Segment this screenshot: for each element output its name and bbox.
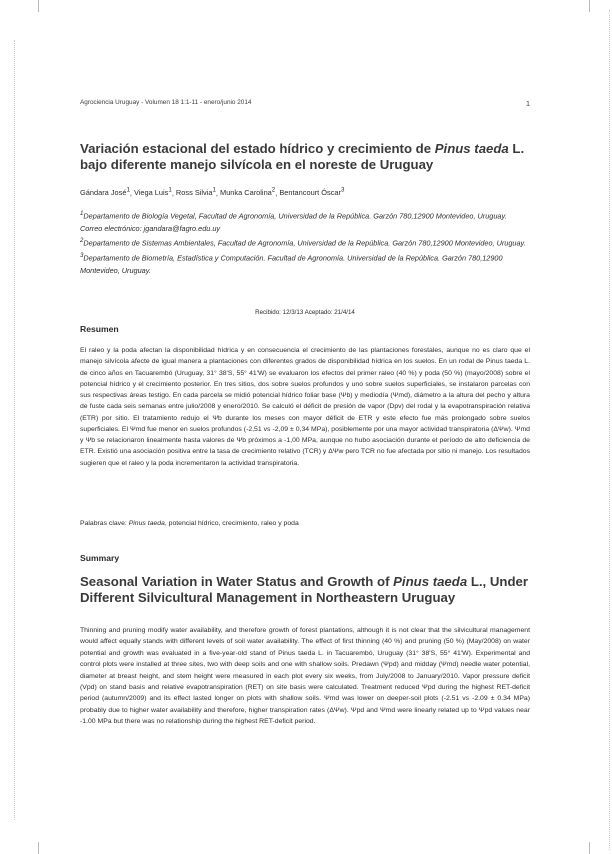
- english-title: Seasonal Variation in Water Status and Growth of Pinus taeda L., Under Different Silvicultural Management in Northeastern Uruguay: [80, 574, 528, 605]
- author: Munka Carolina$^2$: [220, 187, 276, 198]
- received-accepted-dates: Recibido: 12/3/13 Aceptado: 21/4/14: [255, 309, 355, 316]
- summary-text: Thinning and pruning modify water availability, and therefore growth of forest plantations, although it is not clear that the silvicultural management would affect equally stands with different levels of soil water availability. The effect of first thinning (40 %) and pruning (50 %) (May/2008) on water potential and growth was evaluated in a five-year-old stand of Pinus taeda L. in Tacuarembó, Uruguay (31° 38'S, 55° 41'W). Experimental and control plots were installed at three sites, two with deep soils and one with shallow soils. Predawn (Ψpd) and midday (Ψmd) needle water potential, diameter at breast height, and stem height were measured in each plot every six weeks, from July/2008 to January/2010. Vapor pressure deficit (Vpd) on stand basis and relative evapotranspiration (RET) on site basis were calculated. Treatment reduced Ψpd during the highest RET-deficit period (autumn/2009) and its effect lasted longer on plots with shallow soils. Ψmd was lower on deeper-soil plots (-2.51 vs -2.09 ± 0.34 MPa) probably due to higher water availability and therefore, higher transpiration rates (ΔΨw). Ψpd and Ψmd were linearly related up to Ψpd values near -1.00 MPa but there was no relationship during the highest RET-deficit period.: [80, 627, 530, 726]
- title-text: Variación estacional del estado hídrico y crecimiento de: [80, 141, 435, 156]
- keywords-label: Palabras clave:: [80, 520, 127, 527]
- summary-heading: Summary: [80, 553, 120, 563]
- crop-mark-bottom-right: [589, 842, 600, 854]
- author: Gándara José$^1$: [80, 187, 130, 198]
- crop-mark-top-left: [28, 0, 39, 12]
- affiliations: [80, 208, 530, 278]
- title-text-end: L.: [508, 141, 525, 156]
- margin-guide-right: [609, 10, 610, 850]
- resumen-heading: Resumen: [80, 324, 119, 334]
- resumen-text: El raleo y la poda afectan la disponibilidad hídrica y en consecuencia el crecimiento de las plantaciones forestales, aunque no es claro que el manejo silvícola afecte de igual manera a plantaciones con diferentes grados de disponibilidad hídrica en los suelos. En un rodal de Pinus taeda L. de cinco años en Tacuarembó (Uruguay, 31° 38'S, 55° 41'W) se evaluaron los efectos del primer raleo (40 %) y poda (50 %) (mayo/2008) sobre el potencial hídrico y el crecimiento posterior. En tres sitios, dos sobre suelos profundos y uno sobre suelos superficiales, se instalaron parcelas con sus respectivas áreas testigo. En cada parcela se midió potencial hídrico foliar base (Ψb) y mediodía (Ψmd), diámetro a la altura del pecho y altura de fuste cada seis semanas entre julio/2008 y enero/2010. Se calculó el déficit de presión de vapor (Dpv) del rodal y la evapotranspiración relativa (ETR) por sitio. El tratamiento redujo el Ψb durante los meses con mayor déficit de ETR y este efecto fue más prolongado sobre suelos superficiales. El Ψmd fue menor en suelos profundos (-2,51 vs -2,09 ± 0,34 MPa), posiblemente por una mayor actividad transpiratoria (ΔΨw). Ψmd y Ψb se relacionaron linealmente hasta valores de Ψb próximos a -1,00 MPa, aunque no hubo asociación durante el período de alto deficiencia de ETR. Existió una asociación positiva entre la tasa de crecimiento relativo (TCR) y ΔΨw pero TCR no fue afectada por sitio ni manejo. Los resultados sugieren que el raleo y la poda incrementaron la actividad transpiratoria.: [80, 347, 530, 467]
- affiliation: $^2$Departamento de Sistemas Ambientales, Facultad de Agronomía, Universidad de la República. Garzón 780,12900 Montevideo, Uruguay.: [80, 237, 526, 248]
- keywords-list: , potencial hídrico, crecimiento, raleo y poda: [164, 520, 299, 527]
- keywords: [80, 520, 530, 527]
- journal-info: Agrociencia Uruguay - Volumen 18 1:1-11 - enero/junio 2014: [80, 99, 252, 106]
- crop-mark-top-right: [589, 0, 600, 12]
- author-list: Gándara José$^1$, Viega Luis$^1$, Ross Silvia$^1$, Munka Carolina$^2$, Bentancourt Óscar$^3$: [80, 187, 345, 198]
- title-line-2: bajo diferente manejo silvícola en el noreste de Uruguay: [80, 157, 434, 172]
- title-species: Pinus taeda: [434, 141, 509, 156]
- affiliation: $^1$Departamento de Biología Vegetal, Facultad de Agronomía, Universidad de la República. Garzón 780,12900 Montevideo, Uruguay. Correo electrónico: jgandara@fagro.edu.uy: [80, 210, 507, 233]
- affiliation: $^3$Departamento de Biometría, Estadística y Computación. Facultad de Agronomía. Universidad de la República. Garzón 780,12900 Montevideo, Uruguay.: [80, 252, 503, 276]
- page-number: 1: [526, 99, 530, 108]
- keywords-species: Pinus taeda: [128, 520, 165, 527]
- running-head: [80, 99, 530, 106]
- author: Bentancourt Óscar$^3$: [279, 187, 345, 198]
- article-title: [80, 141, 530, 173]
- crop-mark-bottom-left: [28, 842, 39, 854]
- author: Viega Luis$^1$: [133, 187, 172, 198]
- author: Ross Silvia$^1$: [175, 187, 216, 198]
- margin-guide-left: [14, 40, 15, 820]
